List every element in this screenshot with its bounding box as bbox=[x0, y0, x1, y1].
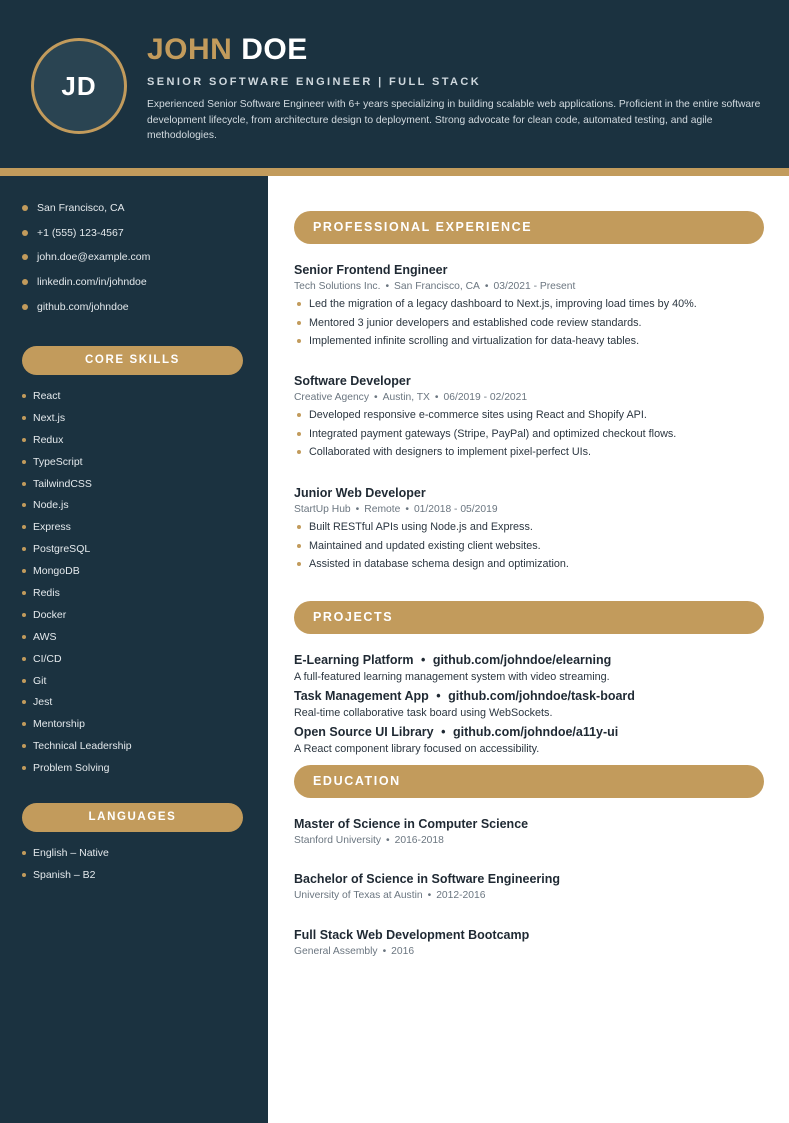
bullet-dot-icon bbox=[22, 416, 26, 420]
separator-dot: • bbox=[355, 504, 360, 515]
job-location: Remote bbox=[364, 504, 401, 515]
school-name: General Assembly bbox=[294, 946, 378, 957]
skill-label: Mentorship bbox=[33, 718, 85, 731]
company-name: Creative Agency bbox=[294, 392, 369, 403]
bullet-dot-icon bbox=[22, 591, 26, 595]
project-description: Real-time collaborative task board using WebSockets. bbox=[294, 707, 553, 719]
job-meta bbox=[294, 502, 764, 520]
education-dates: 2016-2018 bbox=[394, 835, 444, 846]
bullet-text: Integrated payment gateways (Stripe, PayPal) and optimized checkout flows. bbox=[309, 427, 677, 440]
job-meta bbox=[294, 279, 764, 297]
project-title bbox=[294, 688, 764, 706]
list-item bbox=[22, 543, 132, 565]
separator-dot: • bbox=[484, 281, 489, 292]
job-location: San Francisco, CA bbox=[394, 281, 480, 292]
job-bullets bbox=[294, 297, 764, 353]
degree-title: Master of Science in Computer Science bbox=[294, 817, 529, 831]
bullet-dot-icon bbox=[297, 302, 301, 306]
bullet-text: Implemented infinite scrolling and virtualization for data-heavy tables. bbox=[309, 335, 640, 348]
education-heading: EDUCATION bbox=[294, 765, 764, 798]
bullet-dot-icon bbox=[22, 525, 26, 529]
skill-label: Node.js bbox=[33, 499, 69, 512]
project-item bbox=[294, 652, 764, 688]
bullet-dot-icon bbox=[22, 394, 26, 398]
skill-label: Problem Solving bbox=[33, 762, 110, 775]
education-meta bbox=[294, 889, 764, 905]
bullet-dot-icon bbox=[297, 544, 301, 548]
separator-dot: • bbox=[405, 504, 409, 515]
bullet-dot-icon bbox=[22, 851, 26, 855]
list-item bbox=[22, 869, 109, 891]
bullet-text: Developed responsive e-commerce sites using React and Shopify API. bbox=[309, 409, 647, 421]
list-item bbox=[22, 696, 132, 718]
bullet-text: Collaborated with designers to implement pixel-perfect UIs. bbox=[309, 446, 592, 459]
skill-label: Next.js bbox=[33, 411, 66, 424]
list-item bbox=[22, 762, 132, 784]
contact-list bbox=[22, 202, 150, 325]
bullet-dot-icon bbox=[297, 339, 301, 343]
contact-label: +1 (555) 123-4567 bbox=[37, 226, 124, 239]
education-item bbox=[294, 927, 764, 961]
separator-dot: • bbox=[427, 890, 432, 901]
projects-heading: PROJECTS bbox=[294, 601, 764, 634]
bullet-dot-icon bbox=[22, 304, 28, 310]
skill-label: CI/CD bbox=[33, 652, 62, 665]
bullet-dot-icon bbox=[22, 279, 28, 285]
list-item bbox=[294, 557, 764, 576]
avatar-initials: JD bbox=[61, 70, 97, 101]
project-item bbox=[294, 724, 764, 760]
bullet-dot-icon bbox=[22, 679, 26, 683]
project-link[interactable]: github.com/johndoe/elearning bbox=[432, 653, 612, 667]
contact-phone bbox=[22, 227, 150, 252]
full-name bbox=[147, 33, 308, 67]
experience-heading: PROFESSIONAL EXPERIENCE bbox=[294, 211, 764, 244]
separator-dot: • bbox=[373, 392, 378, 403]
bullet-dot-icon bbox=[22, 503, 26, 507]
list-item bbox=[22, 412, 132, 434]
list-item bbox=[294, 334, 764, 353]
list-item bbox=[22, 675, 132, 697]
experience-item bbox=[294, 262, 764, 353]
bullet-dot-icon bbox=[22, 635, 26, 639]
skills-list bbox=[22, 390, 132, 784]
bullet-dot-icon bbox=[297, 562, 301, 566]
project-item bbox=[294, 688, 764, 724]
skill-label: React bbox=[33, 390, 61, 402]
skill-label: MongoDB bbox=[33, 565, 80, 578]
avatar bbox=[31, 38, 127, 134]
project-link[interactable]: github.com/johndoe/task-board bbox=[448, 689, 635, 703]
contact-location bbox=[22, 202, 150, 227]
project-title bbox=[294, 652, 764, 670]
bullet-dot-icon bbox=[22, 547, 26, 551]
bullet-dot-icon bbox=[22, 482, 26, 486]
contact-label[interactable]: github.com/johndoe bbox=[37, 300, 129, 313]
bullet-text: Built RESTful APIs using Node.js and Express. bbox=[309, 521, 533, 533]
project-name: Task Management App bbox=[294, 689, 429, 703]
bullet-text: Maintained and updated existing client websites. bbox=[309, 539, 541, 552]
experience-item bbox=[294, 373, 764, 464]
contact-linkedin[interactable] bbox=[22, 276, 150, 301]
education-item bbox=[294, 816, 764, 850]
separator-dot: • bbox=[436, 689, 441, 703]
job-bullets bbox=[294, 408, 764, 464]
education-meta bbox=[294, 834, 764, 850]
skill-label: PostgreSQL bbox=[33, 543, 91, 556]
bullet-dot-icon bbox=[22, 230, 28, 236]
education-dates: 2016 bbox=[391, 946, 415, 957]
job-dates: 06/2019 - 02/2021 bbox=[443, 392, 528, 403]
project-description: A full-featured learning management system with video streaming. bbox=[294, 671, 610, 683]
skill-label: Technical Leadership bbox=[33, 740, 132, 753]
list-item bbox=[22, 631, 132, 653]
skill-label: Docker bbox=[33, 608, 67, 621]
bullet-dot-icon bbox=[22, 657, 26, 661]
separator-dot: • bbox=[382, 946, 387, 957]
list-item bbox=[294, 445, 764, 464]
school-name: Stanford University bbox=[294, 835, 381, 846]
skill-label: Git bbox=[33, 674, 47, 687]
education-dates: 2012-2016 bbox=[436, 890, 486, 901]
job-title: Software Developer bbox=[294, 374, 411, 388]
skill-label: Redis bbox=[33, 587, 60, 600]
company-name: StartUp Hub bbox=[294, 504, 351, 515]
profile-summary: Experienced Senior Software Engineer with 6+ years specializing in building scalable web applications. Proficient in the entire software development lifecycle, from architecture design to deployment. Strong advocate for clean code, automated testing, and agile methodologies. bbox=[147, 99, 761, 141]
last-name: DOE bbox=[241, 33, 308, 66]
skill-label: AWS bbox=[33, 630, 57, 643]
list-item bbox=[22, 434, 132, 456]
company-name: Tech Solutions Inc. bbox=[294, 281, 381, 292]
list-item bbox=[294, 408, 764, 427]
degree-title: Full Stack Web Development Bootcamp bbox=[294, 928, 530, 942]
education-meta bbox=[294, 945, 764, 961]
job-title: Junior Web Developer bbox=[294, 486, 426, 500]
bullet-dot-icon bbox=[22, 766, 26, 770]
experience-item bbox=[294, 485, 764, 576]
bullet-dot-icon bbox=[22, 744, 26, 748]
project-name: Open Source UI Library bbox=[294, 725, 434, 739]
skill-label: Express bbox=[33, 521, 71, 534]
bullet-dot-icon bbox=[22, 205, 28, 211]
job-meta bbox=[294, 390, 764, 408]
bullet-text: Led the migration of a legacy dashboard to Next.js, improving load times by 40%. bbox=[309, 298, 697, 310]
language-label: Spanish – B2 bbox=[33, 868, 96, 881]
bullet-dot-icon bbox=[22, 873, 26, 877]
education-item bbox=[294, 871, 764, 905]
list-item bbox=[22, 587, 132, 609]
skill-label: Jest bbox=[33, 696, 53, 709]
bullet-dot-icon bbox=[297, 432, 301, 436]
list-item bbox=[22, 565, 132, 587]
list-item bbox=[22, 456, 132, 478]
job-dates: 03/2021 - Present bbox=[493, 281, 576, 292]
contact-label[interactable]: linkedin.com/in/johndoe bbox=[37, 276, 147, 289]
bullet-text: Mentored 3 junior developers and established code review standards. bbox=[309, 316, 642, 329]
project-link[interactable]: github.com/johndoe/a11y-ui bbox=[452, 725, 619, 739]
school-name: University of Texas at Austin bbox=[294, 890, 423, 901]
core-skills-heading: CORE SKILLS bbox=[22, 346, 243, 375]
sidebar bbox=[0, 176, 268, 1123]
list-item bbox=[294, 427, 764, 446]
job-title-headline: SENIOR SOFTWARE ENGINEER | FULL STACK bbox=[147, 76, 482, 88]
list-item bbox=[22, 653, 132, 675]
job-title: Senior Frontend Engineer bbox=[294, 263, 448, 277]
skill-label: Redux bbox=[33, 433, 64, 446]
contact-github[interactable] bbox=[22, 301, 150, 326]
job-location: Austin, TX bbox=[382, 392, 430, 403]
project-title bbox=[294, 724, 764, 742]
bullet-dot-icon bbox=[22, 700, 26, 704]
languages-list bbox=[22, 847, 109, 891]
list-item bbox=[22, 390, 132, 412]
resume-header bbox=[0, 0, 789, 168]
bullet-dot-icon bbox=[297, 450, 301, 454]
separator-dot: • bbox=[385, 281, 390, 292]
bullet-dot-icon bbox=[297, 321, 301, 325]
bullet-dot-icon bbox=[22, 254, 28, 260]
list-item bbox=[22, 740, 132, 762]
bullet-dot-icon bbox=[22, 569, 26, 573]
skill-label: TypeScript bbox=[33, 455, 83, 468]
bullet-dot-icon bbox=[22, 438, 26, 442]
contact-label[interactable]: john.doe@example.com bbox=[37, 251, 151, 264]
degree-title: Bachelor of Science in Software Engineering bbox=[294, 872, 561, 886]
list-item bbox=[22, 718, 132, 740]
separator-dot: • bbox=[441, 725, 446, 739]
list-item bbox=[22, 499, 132, 521]
list-item bbox=[294, 297, 764, 316]
bullet-text: Assisted in database schema design and optimization. bbox=[309, 558, 569, 571]
list-item bbox=[22, 609, 132, 631]
bullet-dot-icon bbox=[297, 413, 301, 417]
separator-dot: • bbox=[434, 392, 439, 403]
project-name: E-Learning Platform bbox=[294, 653, 414, 667]
list-item bbox=[22, 521, 132, 543]
list-item bbox=[294, 316, 764, 335]
separator-dot: • bbox=[420, 653, 426, 667]
first-name: JOHN bbox=[147, 33, 233, 66]
list-item bbox=[294, 520, 764, 539]
header-divider bbox=[0, 168, 789, 176]
separator-dot: • bbox=[386, 835, 390, 846]
job-bullets bbox=[294, 520, 764, 576]
bullet-dot-icon bbox=[22, 613, 26, 617]
contact-email[interactable] bbox=[22, 251, 150, 276]
bullet-dot-icon bbox=[22, 722, 26, 726]
list-item bbox=[294, 539, 764, 558]
language-label: English – Native bbox=[33, 847, 109, 859]
job-dates: 01/2018 - 05/2019 bbox=[413, 504, 498, 515]
bullet-dot-icon bbox=[22, 460, 26, 464]
bullet-dot-icon bbox=[297, 525, 301, 529]
list-item bbox=[22, 847, 109, 869]
languages-heading: LANGUAGES bbox=[22, 803, 243, 832]
skill-label: TailwindCSS bbox=[33, 477, 92, 490]
project-description: A React component library focused on accessibility. bbox=[294, 743, 540, 755]
list-item bbox=[22, 478, 132, 500]
contact-label: San Francisco, CA bbox=[37, 202, 125, 214]
